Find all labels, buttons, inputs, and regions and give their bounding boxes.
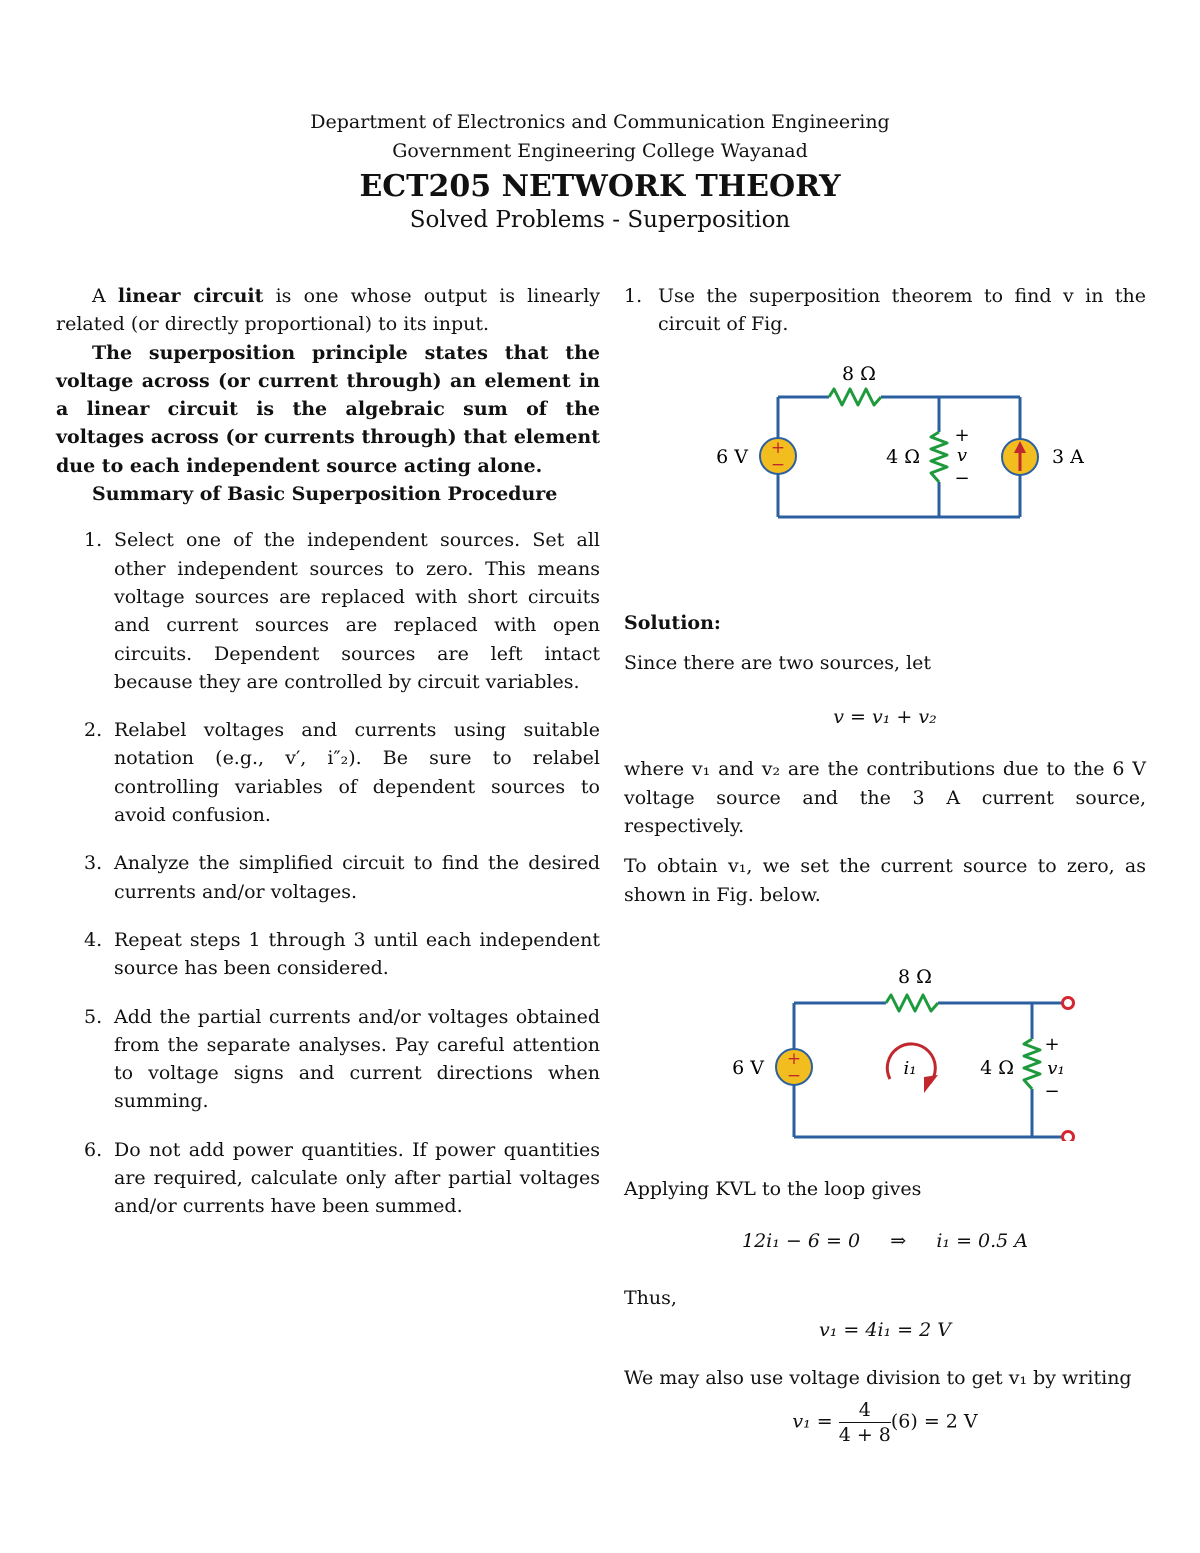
document-header <box>0 108 1200 235</box>
minus-sign: − <box>954 467 970 489</box>
eq4-lhs: v₁ = <box>792 1410 833 1433</box>
thus-text: Thus, <box>624 1286 677 1309</box>
plus-sign: + <box>954 424 970 446</box>
solution-title: Solution: <box>624 611 721 634</box>
step-text: Repeat steps 1 through 3 until each independent source has been considered. <box>114 928 600 980</box>
college-name: Government Engineering College Wayanad <box>392 140 808 162</box>
problem-text: Use the superposition theorem to find v in the circuit of Fig. <box>658 285 1146 336</box>
equation-4 <box>624 1398 1146 1447</box>
plus-sign: + <box>770 437 786 458</box>
step-text: Analyze the simplified circuit to find the desired currents and/or voltages. <box>114 852 600 903</box>
step-text: Relabel voltages and currents using suitable notation (e.g., v′, i″₂). Be sure to relabel controlling variables of dependent sources to avoid confusion. <box>114 719 600 827</box>
summary-title: Summary of Basic Superposition Procedure <box>92 483 558 506</box>
eq4-fraction <box>839 1398 891 1447</box>
eq4-numerator: 4 <box>858 1399 871 1422</box>
label-is: 3 A <box>1052 445 1084 468</box>
resistor-8-ohm <box>886 995 938 1011</box>
circuit-figure-1 <box>624 357 1146 577</box>
terminal-bottom <box>1063 1131 1074 1141</box>
since-text: Since there are two sources, let <box>624 651 931 674</box>
linear-circuit-definition: A linear circuit is one whose output is linearly related (or directly proportional) to its input. <box>56 285 601 336</box>
document-subtitle: Solved Problems - Superposition <box>409 207 791 233</box>
left-column <box>56 282 600 1241</box>
terminal-top <box>1063 997 1074 1008</box>
resistor-4-ohm <box>1024 1039 1040 1089</box>
list-item: 2. Relabel voltages and currents using suitable notation (e.g., v′, i″₂). Be sure to relabel controlling variables of dependent sources to avoid confusion. <box>84 719 600 827</box>
minus-sign: − <box>1044 1080 1060 1102</box>
plus-sign: + <box>786 1048 802 1069</box>
kvl-text: Applying KVL to the loop gives <box>624 1177 922 1200</box>
obtain-text: To obtain v₁, we set the current source to zero, as shown in Fig. below. <box>624 855 1146 906</box>
label-i1: i₁ <box>903 1057 917 1079</box>
problem-statement: 1. Use the superposition theorem to find v in the circuit of Fig. <box>624 285 1146 336</box>
equation-1: v = v₁ + v₂ <box>833 706 937 729</box>
minus-sign: − <box>786 1065 802 1086</box>
label-v1: v₁ <box>1047 1057 1065 1079</box>
label-r-mid: 4 Ω <box>886 445 920 468</box>
circuit-figure-2 <box>624 931 1146 1141</box>
label-r-mid: 4 Ω <box>980 1056 1014 1079</box>
right-column <box>624 282 1146 1447</box>
label-vs: 6 V <box>732 1056 764 1079</box>
label-vs: 6 V <box>716 445 748 468</box>
list-item: 6. Do not add power quantities. If power quantities are required, calculate only after partial voltages and/or currents have been summed. <box>84 1138 600 1218</box>
superposition-principle: The superposition principle states that the voltage across (or current through) an element in a linear circuit is the algebraic sum of the voltages across (or currents through) that element due to each independent source acting alone. <box>56 341 600 477</box>
step-text: Add the partial currents and/or voltages obtained from the separate analyses. Pay careful attention to voltage signs and current directions when summing. <box>114 1005 600 1113</box>
label-v: v <box>956 444 968 466</box>
resistor-4-ohm <box>931 432 947 482</box>
division-text: We may also use voltage division to get v₁ by writing <box>624 1367 1132 1390</box>
list-item: 4. Repeat steps 1 through 3 until each independent source has been considered. <box>84 928 600 980</box>
course-title: ECT205 NETWORK THEORY <box>359 169 841 204</box>
label-r-top: 8 Ω <box>898 965 932 988</box>
step-text: Do not add power quantities. If power quantities are required, calculate only after partial voltages and/or currents have been summed. <box>114 1138 600 1218</box>
plus-sign: + <box>1044 1033 1060 1055</box>
resistor-8-ohm <box>829 389 881 405</box>
eq4-denominator: 4 + 8 <box>838 1424 891 1447</box>
linear-circuit-term: linear circuit <box>117 285 264 307</box>
list-item: 1. Select one of the independent sources. Set all other independent sources to zero. This means voltage sources are replaced with short circuits and current sources are replaced with open circuits. Dependent sources are left intact because they are controlled by circuit variables. <box>84 529 600 693</box>
label-r-top: 8 Ω <box>842 362 876 385</box>
list-item: 3. Analyze the simplified circuit to find the desired currents and/or voltages. <box>84 852 600 903</box>
department-name: Department of Electronics and Communication Engineering <box>310 111 890 133</box>
eq4-rhs: (6) = 2 V <box>890 1410 978 1433</box>
procedure-steps <box>56 526 600 1220</box>
step-text: Select one of the independent sources. Set all other independent sources to zero. This means voltage sources are replaced with short circuits and current sources are replaced with open circuits. Dependent sources are left intact because they are controlled by circuit variables. <box>114 529 600 693</box>
arrow-head-icon <box>924 1075 938 1093</box>
equation-2: 12i₁ − 6 = 0 ⇒ i₁ = 0.5 A <box>741 1230 1029 1253</box>
equation-3: v₁ = 4i₁ = 2 V <box>819 1318 951 1341</box>
list-item: 5. Add the partial currents and/or voltages obtained from the separate analyses. Pay careful attention to voltage signs and current directions when summing. <box>84 1005 600 1113</box>
circuit-wires <box>794 1003 1065 1137</box>
linear-circuit-text: is one whose output is linearly related (or directly proportional) to its input. <box>56 285 601 336</box>
minus-sign: − <box>770 454 786 475</box>
where-text: where v₁ and v₂ are the contributions due to the 6 V voltage source and the 3 A current source, respectively. <box>624 758 1146 838</box>
